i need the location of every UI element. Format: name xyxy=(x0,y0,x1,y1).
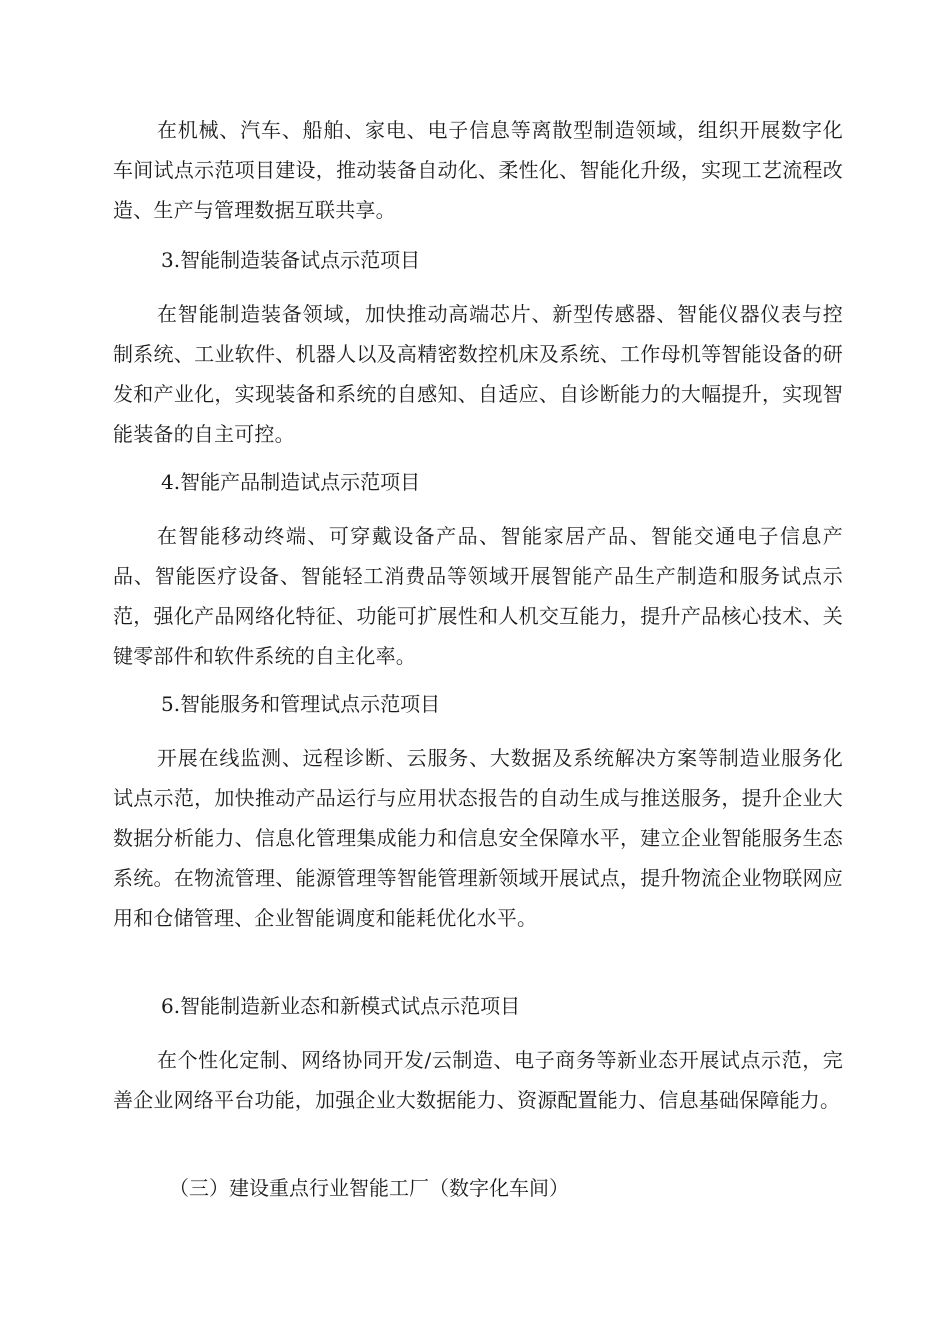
heading-intelligent-products: 4.智能产品制造试点示范项目 xyxy=(161,470,421,494)
paragraph-intelligent-products: 在智能移动终端、可穿戴设备产品、智能家居产品、智能交通电子信息产品、智能医疗设备、智能轻工消费品等领域开展智能产品生产制造和服务试点示范，强化产品网络化特征、功能可扩展性和人机交互能力，提升产品核心技术、关键零部件和软件系统的自主化率。 xyxy=(113,524,843,668)
paragraph-new-business-models: 在个性化定制、网络协同开发/云制造、电子商务等新业态开展试点示范，完善企业网络平台功能，加强企业大数据能力、资源配置能力、信息基础保障能力。 xyxy=(113,1048,843,1112)
heading-intelligent-services: 5.智能服务和管理试点示范项目 xyxy=(161,692,441,716)
paragraph-intelligent-equipment: 在智能制造装备领域，加快推动高端芯片、新型传感器、智能仪器仪表与控制系统、工业软件、机器人以及高精密数控机床及系统、工作母机等智能设备的研发和产业化，实现装备和系统的自感知、自适应、自诊断能力的大幅提升，实现智能装备的自主可控。 xyxy=(113,302,843,446)
heading-new-business-models: 6.智能制造新业态和新模式试点示范项目 xyxy=(161,994,521,1018)
paragraph-discrete-manufacturing: 在机械、汽车、船舶、家电、电子信息等离散型制造领域，组织开展数字化车间试点示范项目建设，推动装备自动化、柔性化、智能化升级，实现工艺流程改造、生产与管理数据互联共享。 xyxy=(113,118,843,222)
heading-intelligent-equipment: 3.智能制造装备试点示范项目 xyxy=(161,248,421,272)
section-heading-smart-factories: （三）建设重点行业智能工厂（数字化车间） xyxy=(169,1176,569,1200)
paragraph-intelligent-services: 开展在线监测、远程诊断、云服务、大数据及系统解决方案等制造业服务化试点示范，加快推动产品运行与应用状态报告的自动生成与推送服务，提升企业大数据分析能力、信息化管理集成能力和信息安全保障水平，建立企业智能服务生态系统。在物流管理、能源管理等智能管理新领域开展试点，提升物流企业物联网应用和仓储管理、企业智能调度和能耗优化水平。 xyxy=(113,746,843,930)
